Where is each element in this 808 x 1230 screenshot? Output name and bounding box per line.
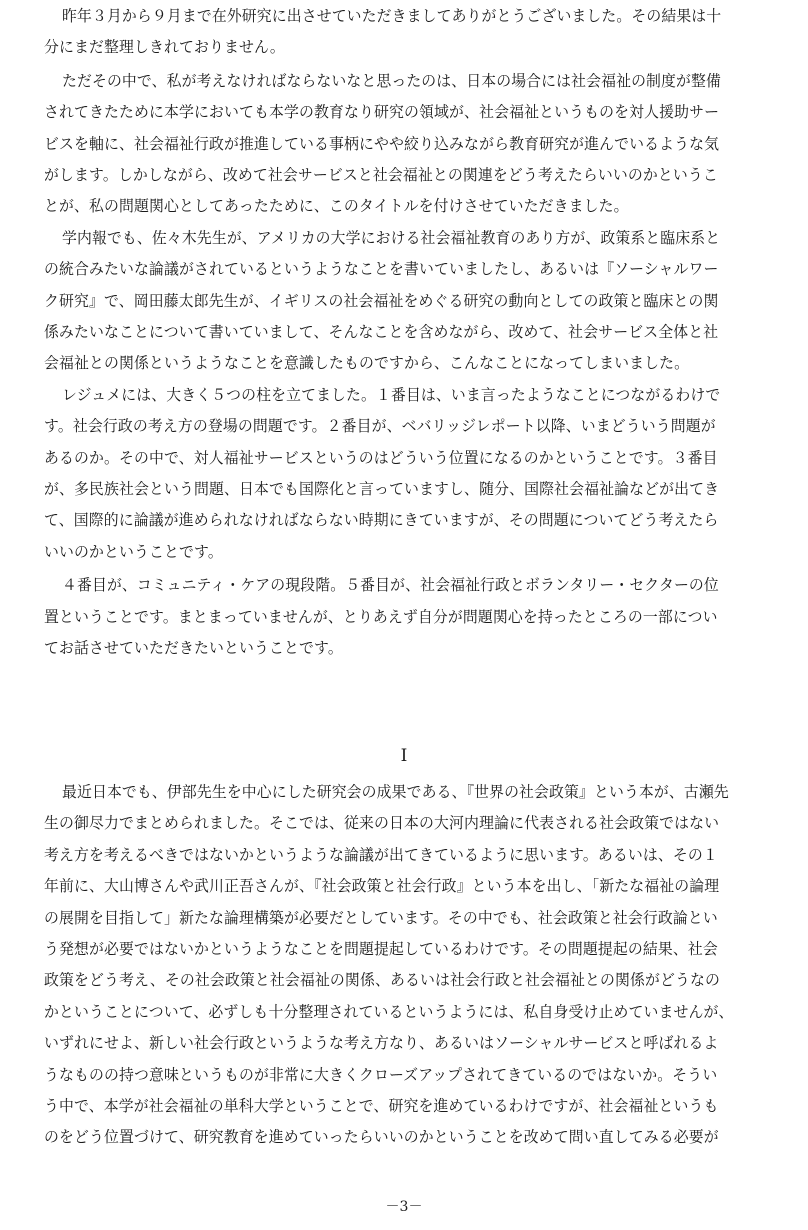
text-line: がします。しかしながら、改めて社会サービスと社会福祉との関連をどう考えたらいいのかというこ bbox=[44, 166, 718, 184]
text-line: ビスを軸に、社会福祉行政が推進している事柄にやや絞り込みながら教育研究が進んでいるような気 bbox=[44, 135, 720, 153]
text-line: 昨年３月から９月まで在外研究に出させていただきましてありがとうございました。その結果は十 bbox=[62, 7, 722, 25]
text-line: 係みたいなことについて書いていまして、そんなことを含めながら、改めて、社会サービス全体と社 bbox=[44, 323, 719, 341]
text-line: とが、私の問題関心としてあったために、このタイトルを付けさせていただきました。 bbox=[44, 197, 629, 215]
text-line: 最近日本でも、伊部先生を中心にした研究会の成果である、『世界の社会政策』という本が、古瀬先 bbox=[62, 783, 729, 801]
text-line: のをどう位置づけて、研究教育を進めていったらいいのかということを改めて問い直してみる必要が bbox=[44, 1128, 719, 1146]
text-line: て、国際的に論議が進められなければならない時期にきていますが、その問題についてどう考えたら bbox=[44, 511, 719, 529]
text-line: いずれにせよ、新しい社会行政というような考え方なり、あるいはソーシャルサービスと呼ばれるよ bbox=[44, 1034, 719, 1052]
text-line: 学内報でも、佐々木先生が、アメリカの大学における社会福祉教育のあり方が、政策系と臨床系と bbox=[62, 229, 721, 247]
text-line: 置ということです。まとまっていませんが、とりあえず自分が問題関心を持ったところの一部につい bbox=[44, 608, 718, 626]
text-line: 年前に、大山博さんや武川正吾さんが、『社会政策と社会行政』という本を出し、「新たな福祉の論理 bbox=[44, 877, 720, 895]
section-heading: I bbox=[400, 746, 408, 766]
text-line: ク研究』で、岡田藤太郎先生が、イギリスの社会福祉をめぐる研究の動向としての政策と臨床との関 bbox=[44, 292, 719, 310]
text-line: う中で、本学が社会福祉の単科大学ということで、研究を進めているわけですが、社会福祉というも bbox=[44, 1097, 719, 1115]
text-line: されてきたために本学においても本学の教育なり研究の領域が、社会福祉というものを対人援助サー bbox=[44, 103, 720, 121]
text-line: あるのか。その中で、対人福祉サービスというのはどういう位置になるのかということです。３番目 bbox=[44, 449, 718, 467]
text-line: いいのかということです。 bbox=[44, 543, 223, 561]
text-line: レジュメには、大きく５つの柱を立てました。１番目は、いま言ったようなことにつながるわけで bbox=[62, 386, 721, 404]
text-line: 生の御尽力でまとめられました。そこでは、従来の日本の大河内理論に代表される社会政策ではない bbox=[44, 814, 720, 832]
page-number: －3－ bbox=[385, 1199, 423, 1215]
text-line: 会福祉との関係というようなことを意識したものですから、こんなことになってしまいました。 bbox=[44, 354, 690, 372]
text-line: が、多民族社会という問題、日本でも国際化と言っていますし、随分、国際社会福祉論などが出てき bbox=[44, 480, 720, 498]
text-line: す。社会行政の考え方の登場の問題です。２番目が、ベバリッジレポート以降、いまどういう問題が bbox=[44, 417, 716, 435]
text-line: てお話させていただきたいということです。 bbox=[44, 639, 343, 657]
text-line: ４番目が、コミュニティ・ケアの現段階。５番目が、社会福祉行政とボランタリー・セクターの位 bbox=[62, 576, 719, 594]
text-line: 分にまだ整理しきれておりません。 bbox=[44, 38, 285, 56]
text-line: の展開を目指して」新たな論理構築が必要だとしています。その中でも、社会政策と社会行政論とい bbox=[44, 909, 718, 927]
text-line: の統合みたいな論議がされているというようなことを書いていましたし、あるいは『ソーシャルワー bbox=[44, 260, 719, 278]
text-line: 政策をどう考え、その社会政策と社会福祉の関係、あるいは社会行政と社会福祉との関係がどうなの bbox=[44, 971, 720, 989]
text-line: 考え方を考えるべきではないかというような論議が出てきているように思います。あるいは、その１ bbox=[44, 846, 718, 864]
text-line: うなものの持つ意味というものが非常に大きくクローズアップされてきているのではないか。そうい bbox=[44, 1066, 718, 1084]
text-line: う発想が必要ではないかというようなことを問題提起しているわけです。その問題提起の結果、社会 bbox=[44, 940, 718, 958]
text-line: ただその中で、私が考えなければならないなと思ったのは、日本の場合には社会福祉の制度が整備 bbox=[62, 72, 721, 90]
text-line: かということについて、必ずしも十分整理されているというようには、私自身受け止めていませんが、 bbox=[44, 1003, 734, 1021]
